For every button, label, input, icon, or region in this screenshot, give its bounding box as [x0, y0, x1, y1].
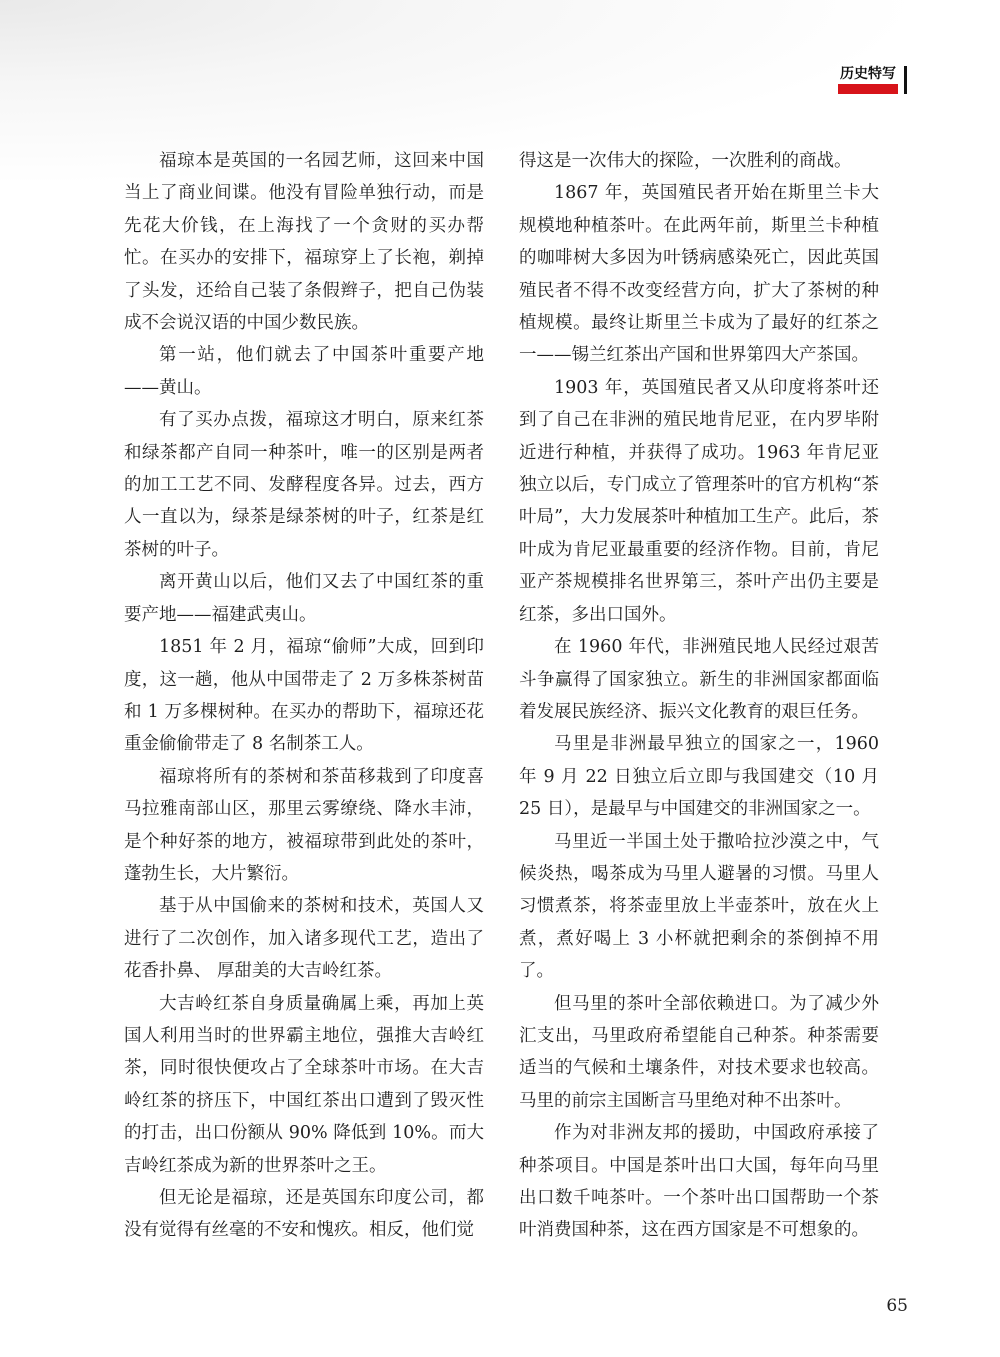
- page-number: 65: [886, 1296, 908, 1316]
- paragraph: 1851 年 2 月，福琼“偷师”大成，回到印度，这一趟，他从中国带走了 2 万多株茶树苗和 1 万多棵树种。在买办的帮助下，福琼还花重金偷偷带走了 8 名制茶工人。: [124, 637, 484, 755]
- paragraph: 福琼将所有的茶树和茶苗移栽到了印度喜马拉雅南部山区，那里云雾缭绕、降水丰沛，是个种好茶的地方，被福琼带到此处的茶叶，蓬勃生长，大片繁衍。: [124, 766, 484, 884]
- paragraph: 在 1960 年代，非洲殖民地人民经过艰苦斗争赢得了国家独立。新生的非洲国家都面临着发展民族经济、振兴文化教育的艰巨任务。: [519, 637, 879, 722]
- paragraph: 基于从中国偷来的茶树和技术，英国人又进行了二次创作，加入诸多现代工艺，造出了花香扑鼻、 厚甜美的大吉岭红茶。: [124, 896, 484, 982]
- paragraph: 大吉岭红茶自身质量确属上乘，再加上英国人利用当时的世界霸主地位，强推大吉岭红茶，同时很快便攻占了全球茶叶市场。在大吉岭红茶的挤压下，中国红茶出口遭到了毁灭性的打击，出口份额从 90% 降低到 10%。而大吉岭红茶成为新的世界茶叶之王。: [124, 993, 484, 1176]
- paragraph: 第一站，他们就去了中国茶叶重要产地——黄山。: [124, 345, 484, 398]
- paragraph: 作为对非洲友邦的援助，中国政府承接了种茶项目。中国是茶叶出口大国，每年向马里出口数千吨茶叶。一个茶叶出口国帮助一个茶叶消费国种茶，这在西方国家是不可想象的。: [519, 1123, 879, 1241]
- left-column: [124, 145, 484, 1247]
- section-title: 历史特写: [840, 66, 896, 82]
- section-header: [838, 66, 908, 96]
- paragraph: 有了买办点拨，福琼这才明白，原来红茶和绿茶都产自同一种茶叶，唯一的区别是两者的加工工艺不同、发酵程度各异。过去，西方人一直以为，绿茶是绿茶树的叶子，红茶是红茶树的叶子。: [124, 410, 484, 560]
- paragraph: 1867 年，英国殖民者开始在斯里兰卡大规模地种植茶叶。在此两年前，斯里兰卡种植的咖啡树大多因为叶锈病感染死亡，因此英国殖民者不得不改变经营方向，扩大了茶树的种植规模。最终让斯里兰卡成为了最好的红茶之一——锡兰红茶出产国和世界第四大产茶国。: [519, 183, 879, 366]
- paragraph: 1903 年，英国殖民者又从印度将茶叶还到了自己在非洲的殖民地肯尼亚，在内罗毕附近进行种植，并获得了成功。1963 年肯尼亚独立以后，专门成立了管理茶叶的官方机构“茶叶局”，大力发展茶叶种植加工生产。此后，茶叶成为肯尼亚最重要的经济作物。目前，肯尼亚产茶规模排名世界第三，茶叶产出仍主要是红茶，多出口国外。: [519, 377, 879, 625]
- paragraph: 福琼本是英国的一名园艺师，这回来中国当上了商业间谍。他没有冒险单独行动，而是先花大价钱，在上海找了一个贪财的买办帮忙。在买办的安排下，福琼穿上了长袍，剃掉了头发，还给自己装了条假辫子，把自己伪装成不会说汉语的中国少数民族。: [124, 151, 484, 334]
- right-column: [519, 145, 879, 1247]
- paragraph: 但马里的茶叶全部依赖进口。为了减少外汇支出，马里政府希望能自己种茶。种茶需要适当的气候和土壤条件，对技术要求也较高。马里的前宗主国断言马里绝对种不出茶叶。: [519, 993, 879, 1111]
- section-title-bar: [838, 84, 898, 94]
- paragraph-continued: 得这是一次伟大的探险，一次胜利的商战。: [519, 151, 852, 171]
- paragraph: 马里近一半国土处于撒哈拉沙漠之中，气候炎热，喝茶成为马里人避暑的习惯。马里人习惯煮茶，将茶壶里放上半壶茶叶，放在火上煮，煮好喝上 3 小杯就把剩余的茶倒掉不用了。: [519, 831, 879, 982]
- paragraph: 马里是非洲最早独立的国家之一，1960 年 9 月 22 日独立后立即与我国建交（10 月 25 日），是最早与中国建交的非洲国家之一。: [519, 734, 879, 820]
- paragraph: 离开黄山以后，他们又去了中国红茶的重要产地——福建武夷山。: [124, 572, 484, 625]
- section-divider-line: [904, 66, 907, 94]
- paragraph: 但无论是福琼，还是英国东印度公司，都没有觉得有丝毫的不安和愧疚。相反，他们觉: [124, 1188, 484, 1241]
